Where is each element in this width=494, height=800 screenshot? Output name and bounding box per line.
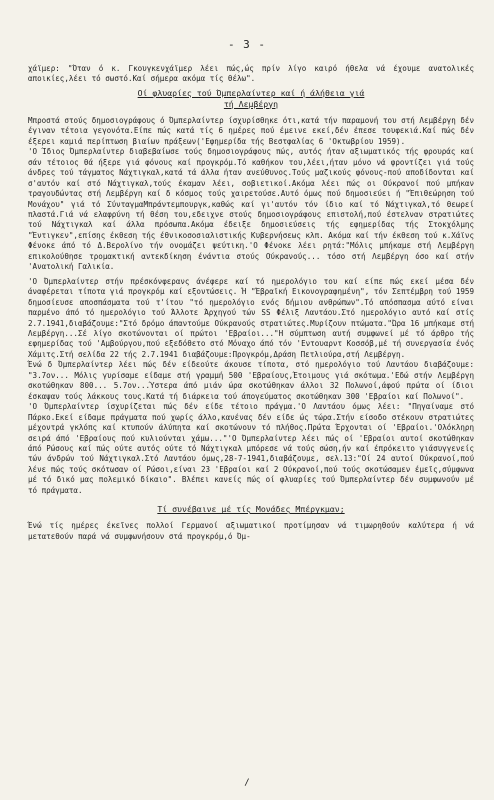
- section-heading-line-2: τή Λεμβέργη: [223, 98, 279, 109]
- paragraph-diary: 'Ο Όμπερλαίντερ στήν πρέσκόνφερανς άνέφερε καί τό ημερολόγιο του καί είπε πώς εκεί μέσα δέν άναφέρεται τίποτα γιά προγκρόμ καί εξοντώσεις. Ή "Έβραϊκή Εικονογραφημένη", τόν Σεπτέμβρη τού 1959 δημοσίευσε αποσπάσματα τού τ'ίτου "τό ημερολόγιο ενός δήμιου ανθρώπων".Τό απόσπασμα αύτό είναι παρμένο άπό τό ημερολόγιο τού Άλλοτε Άρχηγού τών SS Φέλιξ Λαντάου.Στό ημερολόγιο αυτό καί στίς 2.7.1941,διαβάζουμε:"Στό δρόμο άπαντούμε Ούκρανούς στρατιώτες.Μυρίζουν πτώματα."Ώρα 16 μπήκαμε στή Λεμβέργη...Σέ λίγο σκοτώνονται οί πρώτοι 'Εβραίοι..."Η σύμπτωση αυτή συμφωνεί μέ τό άρθρο τής εφημερίδας τού 'Αμβούργου,πού εξεδόθετο στό Μόναχο άπό τόν 'Εντουαρντ Κοσσόβ,μέ τή συνεργασία ένός Χάμιτς.Στή σελίδα 22 τής 2.7.1941 διαβάζουμε:Προγκρόμ,Δράση Πετλιούρα,στή Λεμβέργη.: [28, 276, 474, 359]
- page-number: - 3 -: [227, 38, 267, 51]
- section-heading-bergmann: Τί συνέβαινε μέ τίς Μονάδες Μπέργκμαν;: [157, 504, 345, 515]
- paragraph-officers: Ένώ τίς ημέρες έκεῖνες πολλοί Γερμανοί αξιωματικοί προτίμησαν νά τιμωρηθούν καλύτερα ή νά μετατεθούν παρά νά συμφωνήσουν στά προγκρόμ,ό Όμ-: [28, 521, 474, 541]
- document-body: [28, 64, 474, 542]
- section-heading-line-1: Οί φλυαρίες τού Όμπερλαίντερ καί ή άλήθεια γιά: [137, 87, 365, 98]
- paragraph-officer-claims: 'Ο Ίδιος Όμπερλαίντερ διαβεβαίωσε τούς δημοσιογράφους πώς, αυτός ήταν αξιωματικός τής φρουράς καί σάν τέτοιος θά ήξερε γιά φόνους καί προγκρόμ.Τό καθήκον του,λέει,ήταν μόνο νά φροντίζει γιά τούς άνδρες τού τάγματος Νάχτιγκαλ,κατά τά άλλα ήταν ανεύθυνος.Τούς μαζικούς φόνους-πού αποδίδονται καί σ'αυτόν καί στό Νάχτιγκαλ,τούς έκαμαν λέει, σοβιετικοί.Ακόμα λέει πώς οι Ούκρανοί πού μπήκαν τραγουδώντας στή Λεμβέργη καί δ κόσμος τούς χαιρετούσε.Αυτό όμως πού δημοσιεύει ή "Έπιθεώρηση τού Μονάχου" γιά τό ΣύνταγμαΜπράντεμπουργκ,καθώς καί γι'αυτόν τόν ίδιο καί τό Νάχτιγκαλ,τό θεωρεί πλαστά.Γιά νά ελαφρύνη τή θέση του,εδειχνε στούς δημοσιογράφους επιστολή,πού έστελναν στρατιώτες τού Νάχτιγκαλ καί άλλα πρόσωπα.Ακόμα έδειξε δημοσιεύσεις τής εφημερίδας τής Στοκχόλμης "Έντιγκεν",επίσης έκθεση τής έθνικοσοσιαλιστικής Κυβερνήσεως κλπ. Ακόμα καί τήν έκθεση τού κ.Χάϊνς Φένοκε άπό τό Δ.Βερολίνο τήν ονομάζει ψεύτικη.'Ο Φένοκε λέει ρητά:"Μόλις μπήκαμε στή Λεμβέργη επικολούθησε τρομακτική αντεκδίκηση ένάντια στούς Ούκρανούς... τόσο στή Λεμβέργη όσο καί στήν 'Ανατολική Γαλικία.: [28, 147, 474, 272]
- paragraph-continuation: χάϊμερ: "Όταν ό κ. Γκουγκενχάϊμερ λέει πώς,ώς πρίν λίγο καιρό ήθελα νά έχουμε ανατολικές αποικίες,λέει τό σωστό.Καί σήμερα ακόμα τίς θέλω".: [28, 64, 474, 84]
- paragraph-park: 'Ο Όμπερλαίντερ ίσχυρίζεται πώς δέν είδε τέτοιο πράγμα.'Ο Λαντάου όμως λέει: "Πηγαίναμε στό Πάρκο.Εκεί είδαμε πράγματα πού χωρίς άλλο,κανένας δέν είδε ώς τώρα.Στήν είσοδο στέκουν στρατιώτες μέχοντρά γκλόπς καί κτυπούν άλύπητα καί σκοτώνουν τό πλήθος.Πρώτα Έρχονται οί 'Εβραίοι.'Ολόκληρη σειρά άπό 'Εβραίους πού κυλιούνται χάμω..."'Ο Όμπερλαίντερ λέει πώς οί 'Εβραίοι αυτοί σκοτώθηκαν άπό Ρώσους καί πώς ούτε αυτός ούτε τό Νάχτιγκαλ μπόρεσε νά τούς σώση,ήν καί έπρόκειτο γιάσυγγενείς τών άνδρών τού Νάχτιγκαλ.Στό Λαντάου όμως,28-7-1941,διαβάζουμε, σελ.13:"Οί 24 αυτοί Ούκρανοί,πού λένε πώς τούς σκότωσαν οί Ρώσοι,είναι 23 'Εβραίοι καί 2 Ούκρανοί,πού τούς σκοτώσαμεν έμεῖς,σύμφωνα μέ τό δικό μας πολεμικό δίκαιο". Βλέπει κανείς πώς οί φλυαρίες τού Όμπερλαίντερ δέν συμφωνούν μέ τό πράγματα.: [28, 402, 474, 495]
- paragraph-landau-diary: Ένώ δ Όμπερλαίντερ λέει πώς δέν είδεούτε άκουσε τίποτα, στό ημερολόγιο τού Λαντάου διαβάζουμε: "3.7ον... Μόλις γυρίσαμε είδαμε στή γραμμή 500 'Εβραίους,Έτοιμους γιά σκότωμα.'Εδώ στήν Λεμβέργη σκοτώθηκαν 800... 5.7ον...Ύστερα άπό μιάν ώρα σκοτώθηκαν άλλοι 32 Πολωνοί,άφού πρώτα οί ίδιοι έσκαψαν τούς λάκκους τους.Κατά τή διάρκεια τού άπογεύματος σκοτώθηκαν 300 'Εβραίοι καί Πολωνοί".: [28, 360, 474, 401]
- page-end-mark: /: [244, 778, 250, 788]
- section-heading-oberlaender: [28, 88, 474, 110]
- paragraph-press-claims: Μπροστά στούς δημοσιογράφους ό Όμπερλαίντερ ίσχυρίσθηκε ότι,κατά τήν παραμονή του στή Λεμβέργη δέν έγιναν τέτοια γεγονότα.Είπε πώς κατά τίς 6 ημέρες πού έμεινε εκεί,δέν έπεσε τουφεκιά.Καί πώς δέν έξερει καμιά περίπτωση βιαίων πράξεων('Εφημερίδα τής Βεστφαλίας 6 'Οκτωβρίου 1959).: [28, 115, 474, 146]
